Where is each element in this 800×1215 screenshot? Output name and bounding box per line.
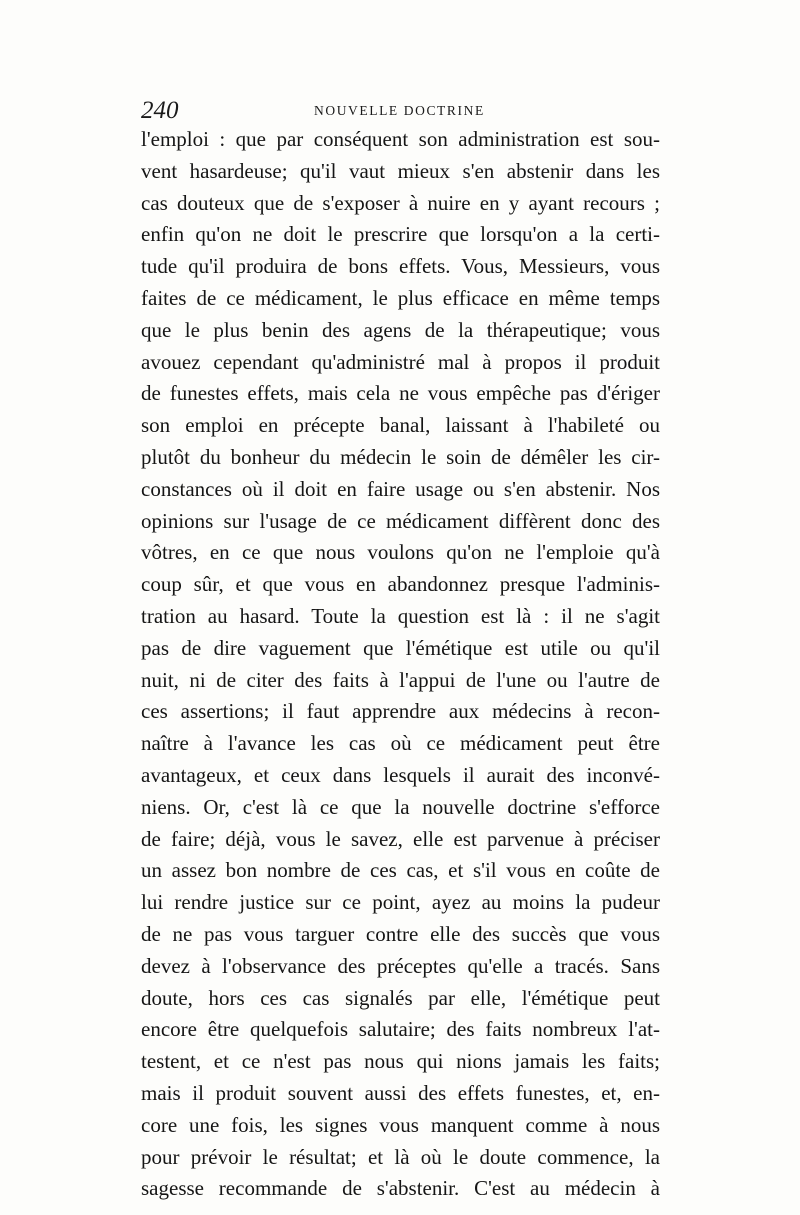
text-line: niens. Or, c'est là ce que la nouvelle doctrine s'efforce [141,794,660,819]
text-line: avouez cependant qu'administré mal à propos il produit [141,349,660,374]
text-line: de faire; déjà, vous le savez, elle est parvenue à préciser [141,826,660,851]
text-line: faites de ce médicament, le plus efficace en même temps [141,285,660,310]
text-line: core une fois, les signes vous manquent comme à nous [141,1112,660,1137]
text-line: naître à l'avance les cas où ce médicament peut être [141,731,660,756]
text-line: coup sûr, et que vous en abandonnez presque l'adminis- [141,572,660,597]
text-line: l'emploi : que par conséquent son administration est sou- [141,127,660,151]
text-line: de funestes effets, mais cela ne vous empêche pas d'ériger [141,381,660,406]
text-line: sagesse recommande de s'abstenir. C'est au médecin à [141,1176,660,1201]
text-line: pour prévoir le résultat; et là où le doute commence, la [141,1144,660,1169]
text-line: enfin qu'on ne doit le prescrire que lorsqu'on a la certi- [141,222,660,247]
text-line: encore être quelquefois salutaire; des faits nombreux l'at- [141,1017,660,1042]
text-line: mais il produit souvent aussi des effets funestes, et, en- [141,1080,660,1105]
running-head: NOUVELLE DOCTRINE [314,103,485,118]
text-line: testent, et ce n'est pas nous qui nions jamais les faits; [141,1049,660,1074]
page-number: 240 [141,97,179,124]
text-line: opinions sur l'usage de ce médicament diffèrent donc des [141,508,660,533]
text-line: lui rendre justice sur ce point, ayez au moins la pudeur [141,890,660,915]
text-line: tude qu'il produira de bons effets. Vous, Messieurs, vous [141,254,660,279]
text-line: de ne pas vous targuer contre elle des succès que vous [141,921,660,946]
text-line: vent hasardeuse; qu'il vaut mieux s'en abstenir dans les [141,158,660,183]
text-line: constances où il doit en faire usage ou s'en abstenir. Nos [141,476,660,501]
text-line: vôtres, en ce que nous voulons qu'on ne l'emploie qu'à [141,540,660,565]
text-line: devez à l'observance des préceptes qu'elle a tracés. Sans [141,953,660,978]
text-line: nuit, ni de citer des faits à l'appui de l'une ou l'autre de [141,667,660,692]
text-line: pas de dire vaguement que l'émétique est utile ou qu'il [141,635,660,660]
text-line: un assez bon nombre de ces cas, et s'il vous en coûte de [141,858,660,883]
body-text [141,124,660,1205]
text-line: plutôt du bonheur du médecin le soin de démêler les cir- [141,444,660,469]
text-line: tration au hasard. Toute la question est là : il ne s'agit [141,603,660,628]
text-line: son emploi en précepte banal, laissant à l'habileté ou [141,413,660,438]
text-line: ces assertions; il faut apprendre aux médecins à recon- [141,699,660,724]
text-line: que le plus benin des agens de la thérapeutique; vous [141,317,660,342]
page-header [141,96,660,126]
text-line: doute, hors ces cas signalés par elle, l'émétique peut [141,985,660,1010]
text-line: avantageux, et ceux dans lesquels il aurait des inconvé- [141,762,660,787]
text-line: cas douteux que de s'exposer à nuire en y ayant recours ; [141,190,660,215]
